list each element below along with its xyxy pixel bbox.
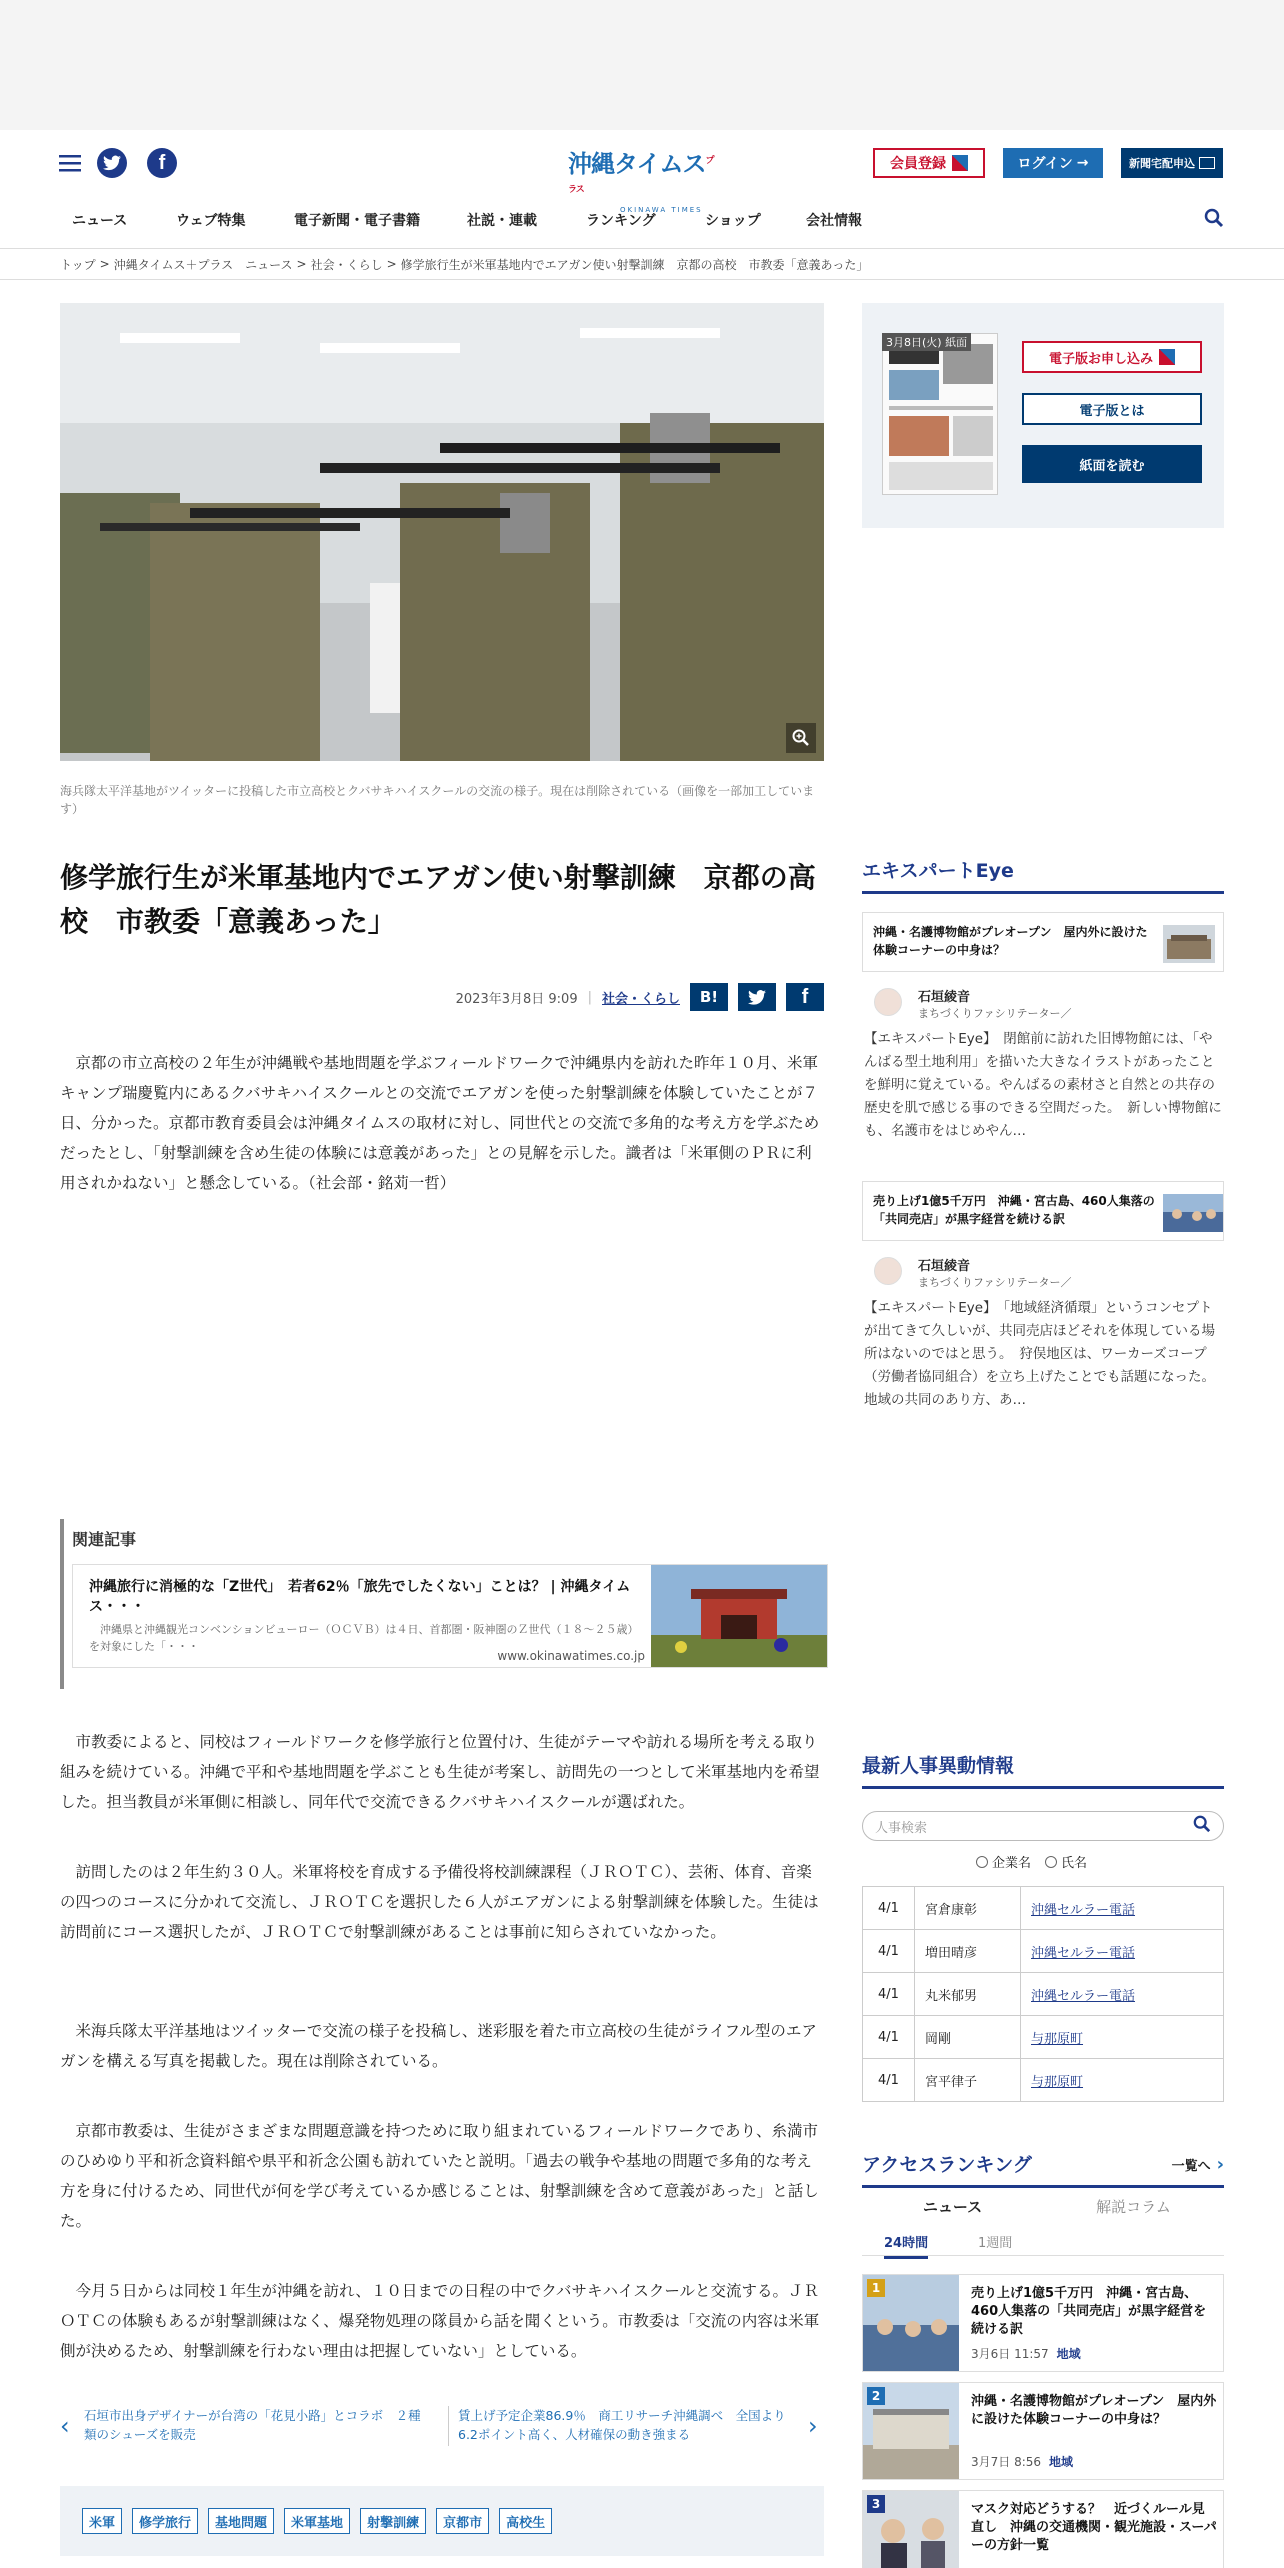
facebook-share-button[interactable]: f bbox=[786, 983, 824, 1011]
expert-card-1[interactable] bbox=[862, 912, 1224, 1143]
tag-item[interactable]: 基地問題 bbox=[208, 2508, 274, 2534]
tag-item[interactable]: 高校生 bbox=[499, 2508, 552, 2534]
article-prev-next bbox=[60, 2400, 824, 2456]
personnel-search-input[interactable] bbox=[862, 1811, 1224, 1841]
personnel-name: 岡剛 bbox=[915, 2016, 1021, 2059]
related-articles bbox=[60, 1519, 824, 1689]
personnel-radio-group bbox=[976, 1852, 1087, 1871]
ranking-title: 沖縄・名護博物館がプレオープン 屋内外に設けた体験コーナーの中身は？ bbox=[971, 2394, 1217, 2427]
radio-company[interactable] bbox=[976, 1852, 1031, 1871]
ranking-category[interactable]: 地域 bbox=[1049, 2455, 1074, 2469]
prev-chevron-icon[interactable]: ‹ bbox=[60, 2412, 70, 2440]
ranking-category[interactable]: 地域 bbox=[1056, 2347, 1081, 2361]
prev-article-link[interactable]: 石垣市出身デザイナーが台湾の「花見小路」とコラボ ２種類のシューズを販売 bbox=[84, 2408, 421, 2442]
digital-about-button[interactable]: 電子版とは bbox=[1022, 393, 1202, 425]
breadcrumb-current: 修学旅行生が米軍基地内でエアガン使い射撃訓練 京都の高校 市教委「意義あった」 bbox=[400, 257, 869, 272]
breadcrumb-sep: > bbox=[386, 257, 397, 271]
logo-text: 沖縄タイムス bbox=[568, 150, 706, 178]
personnel-place-link[interactable]: 沖縄セルラー電話 bbox=[1021, 1930, 1224, 1973]
personnel-date: 4/1 bbox=[863, 1930, 915, 1973]
personnel-name: 増田晴彦 bbox=[915, 1930, 1021, 1973]
facebook-icon[interactable]: f bbox=[147, 148, 177, 178]
digital-apply-button[interactable] bbox=[1022, 341, 1202, 373]
personnel-place-link[interactable]: 与那原町 bbox=[1021, 2059, 1224, 2102]
expert-excerpt: 【エキスパートEye】 閉館前に訪れた旧博物館には、「やんばる型土地利用」を描いた大きなイラストがあったことを鮮明に覚えている。やんばるの素材さと自然との共存の歴史を肌で感じる事のできる空間だった。 新しい博物館にも、名護市をはじめやん… bbox=[864, 1031, 1222, 1139]
tag-item[interactable]: 米軍基地 bbox=[284, 2508, 350, 2534]
article-tags bbox=[60, 2486, 824, 2556]
expert-thumbnail bbox=[1163, 1194, 1215, 1232]
author-role: まちづくりファシリテーター／ bbox=[918, 1007, 1072, 1020]
read-paper-button[interactable]: 紙面を読む bbox=[1022, 445, 1202, 483]
table-row bbox=[863, 1930, 1224, 1973]
breadcrumb-sep: > bbox=[296, 257, 307, 271]
ranking-item-2[interactable] bbox=[862, 2382, 1224, 2480]
article-paragraph-1: 市教委によると、同校はフィールドワークを修学旅行と位置付け、生徒がテーマや訪れる場所を考える取り組みを続けている。沖縄で平和や基地問題を学ぶことも生徒が考案し、訪問先の一つとして米軍基地内を希望した。担当教員が米軍側に相談し、同年代で交流できるクバサキハイスクールが選ばれた。 bbox=[60, 1733, 820, 1811]
radio-circle-icon bbox=[1045, 1856, 1057, 1868]
next-article-link[interactable]: 賃上げ予定企業86.9％ 商工リサーチ沖縄調べ 全国より6.2ポイント高く、人材確保の動き強まる bbox=[458, 2408, 786, 2442]
nav-company[interactable]: 会社情報 bbox=[806, 213, 862, 229]
article-category-link[interactable]: 社会・くらし bbox=[601, 991, 680, 1007]
expert-card-header[interactable] bbox=[862, 1181, 1224, 1241]
radio-circle-icon bbox=[976, 1856, 988, 1868]
tag-item[interactable]: 京都市 bbox=[436, 2508, 489, 2534]
tag-item[interactable]: 修学旅行 bbox=[132, 2508, 198, 2534]
login-arrow-icon: → bbox=[1076, 155, 1089, 171]
radio-company-label: 企業名 bbox=[992, 1856, 1032, 1871]
register-label: 会員登録 bbox=[890, 156, 946, 172]
ranking-number-badge: 1 bbox=[867, 2279, 885, 2297]
personnel-place-link[interactable]: 沖縄セルラー電話 bbox=[1021, 1887, 1224, 1930]
nav-e-paper[interactable]: 電子新聞・電子書籍 bbox=[294, 213, 420, 229]
ranking-item-3[interactable] bbox=[862, 2490, 1224, 2568]
personnel-table bbox=[862, 1886, 1224, 2102]
expert-card-header[interactable] bbox=[862, 912, 1224, 972]
paper-thumbnail[interactable] bbox=[882, 333, 998, 495]
personnel-date: 4/1 bbox=[863, 1973, 915, 2016]
main-nav bbox=[40, 208, 1240, 232]
ranking-title: アクセスランキング bbox=[862, 2154, 1032, 2176]
personnel-place-link[interactable]: 沖縄セルラー電話 bbox=[1021, 1973, 1224, 2016]
article-paragraph-4: 京都市教委は、生徒がさまざまな問題意識を持つために取り組まれているフィールドワークであり、糸満市のひめゆり平和祈念資料館や県平和祈念公園も訪れていたと説明。「過去の戦争や基地の問題で多角的な考え方を身に付けるため、同世代が何を学び考えているか感じることは、射撃訓練を含めて意義があった」と話した。 bbox=[60, 2122, 819, 2230]
personnel-date: 4/1 bbox=[863, 2059, 915, 2102]
register-button[interactable] bbox=[873, 148, 985, 178]
breadcrumb-category[interactable]: 社会・くらし bbox=[310, 257, 383, 272]
register-icon bbox=[952, 155, 968, 171]
nav-editorials[interactable]: 社説・連載 bbox=[467, 213, 537, 229]
paper-subscribe-label: 新聞宅配申込 bbox=[1129, 157, 1195, 170]
period-1week[interactable]: 1週間 bbox=[978, 2236, 1013, 2251]
nav-shop[interactable]: ショップ bbox=[705, 213, 761, 229]
login-label: ログイン bbox=[1017, 156, 1073, 172]
personnel-name: 丸米郁男 bbox=[915, 1973, 1021, 2016]
related-card-domain: www.okinawatimes.co.jp bbox=[497, 1649, 645, 1663]
ranking-title: マスク対応どうする？ 近づくルール見直し 沖縄の交通機関・観光施設・スーパーの方針一覧 bbox=[971, 2502, 1217, 2553]
breadcrumb bbox=[0, 248, 1284, 280]
zoom-icon[interactable] bbox=[786, 723, 816, 753]
author-name: 石垣綾音 bbox=[918, 1259, 971, 1274]
ranking-date: 3月6日 11:57 bbox=[971, 2347, 1049, 2361]
ranking-item-1[interactable] bbox=[862, 2274, 1224, 2372]
ranking-number-badge: 3 bbox=[867, 2495, 885, 2513]
breadcrumb-news[interactable]: 沖縄タイムス＋プラス ニュース bbox=[113, 257, 293, 272]
e-paper-box bbox=[862, 303, 1224, 528]
ranking-meta bbox=[971, 2345, 1081, 2362]
ranking-more-label: 一覧へ bbox=[1171, 2159, 1211, 2174]
login-button[interactable] bbox=[1003, 148, 1103, 178]
personnel-name: 宮平律子 bbox=[915, 2059, 1021, 2102]
ad-banner-area bbox=[0, 0, 1284, 130]
personnel-date: 4/1 bbox=[863, 2016, 915, 2059]
photo-caption: 海兵隊太平洋基地がツイッターに投稿した市立高校とクバサキハイスクールの交流の様子。現在は削除されている（画像を一部加工しています） bbox=[60, 784, 815, 816]
nav-news[interactable]: ニュース bbox=[72, 213, 128, 229]
chevron-right-icon: › bbox=[1216, 2154, 1224, 2175]
search-icon[interactable] bbox=[1204, 208, 1224, 232]
ranking-tabs bbox=[862, 2196, 1224, 2222]
twitter-share-button[interactable] bbox=[738, 983, 776, 1011]
logo-plus: プラス bbox=[568, 156, 714, 195]
personnel-search-placeholder: 人事検索 bbox=[875, 1820, 928, 1836]
ranking-date: 3月7日 8:56 bbox=[971, 2455, 1042, 2469]
tag-item[interactable]: 米軍 bbox=[82, 2508, 122, 2534]
digital-apply-label: 電子版お申し込み bbox=[1048, 351, 1153, 367]
prev-next-divider bbox=[448, 2406, 449, 2446]
ranking-number-badge: 2 bbox=[867, 2387, 885, 2405]
paper-subscribe-button[interactable] bbox=[1121, 148, 1223, 178]
article-photo[interactable] bbox=[60, 303, 824, 761]
article-paragraph-3: 米海兵隊太平洋基地はツイッターで交流の様子を投稿し、迷彩服を着た市立高校の生徒がライフル型のエアガンを構える写真を掲載した。現在は削除されている。 bbox=[60, 2022, 817, 2070]
article-title: 修学旅行生が米軍基地内でエアガン使い射撃訓練 京都の高校 市教委「意義あった」 bbox=[60, 861, 816, 938]
paper-date-label: 3月8日(火) 紙面 bbox=[882, 333, 971, 351]
breadcrumb-sep: > bbox=[99, 257, 110, 271]
breadcrumb-top[interactable]: トップ bbox=[60, 257, 96, 272]
ranking-heading bbox=[862, 2150, 1224, 2188]
tab-news[interactable]: ニュース bbox=[922, 2198, 983, 2216]
logo-subtext: OKINAWA TIMES bbox=[620, 206, 703, 214]
expert-author bbox=[862, 972, 1224, 1022]
article-date: 2023年3月8日 9:09 bbox=[455, 991, 578, 1007]
expert-article-title: 売り上げ1億5千万円 沖縄・宮古島、460人集落の「共同売店」が黒字経営を続ける訳 bbox=[873, 1194, 1155, 1226]
ranking-more-link[interactable] bbox=[1172, 2154, 1224, 2175]
article-paragraph-2: 訪問したのは２年生約３０人。米軍将校を育成する予備役将校訓練課程（ＪＲＯＴＣ）、芸術、体育、音楽の四つのコースに分かれて交流し、ＪＲＯＴＣを選択した６人がエアガンによる射撃訓練を体験した。生徒は訪問前にコース選択したが、ＪＲＯＴＣで射撃訓練があることは事前に知らされていなかった。 bbox=[60, 1863, 819, 1941]
article-paragraph-5: 今月５日からは同校１年生が沖縄を訪れ、１０日までの日程の中でクバサキハイスクールと交流する。ＪＲＯＴＣの体験もあるが射撃訓練はなく、爆発物処理の隊員から話を聞くという。市教委は「交流の内容は米軍側が決めるため、射撃訓練を行わない理由は把握していない」としている。 bbox=[60, 2282, 820, 2360]
nav-ranking[interactable]: ランキング bbox=[586, 213, 656, 229]
expert-card-2[interactable] bbox=[862, 1181, 1224, 1412]
next-chevron-icon[interactable]: › bbox=[808, 2412, 818, 2440]
twitter-icon[interactable] bbox=[97, 148, 127, 178]
expert-author bbox=[862, 1241, 1224, 1291]
tag-item[interactable]: 射撃訓練 bbox=[360, 2508, 426, 2534]
author-avatar bbox=[874, 988, 902, 1016]
period-24h[interactable]: 24時間 bbox=[884, 2232, 928, 2259]
article-lead: 京都の市立高校の２年生が沖縄戦や基地問題を学ぶフィールドワークで沖縄県内を訪れた昨年１０月、米軍キャンプ瑞慶覧内にあるクバサキハイスクールとの交流でエアガンを使った射撃訓練を体験していたことが７日、分かった。京都市教育委員会は沖縄タイムスの取材に対し、同世代との交流で多角的な考え方を学ぶためだったとし、「射撃訓練を含め生徒の体験には意義があった」との見解を示した。識者は「米軍側のＰＲに利用されかねない」と懸念している。（社会部・銘苅一哲） bbox=[60, 1054, 820, 1192]
personnel-name: 宮倉康彰 bbox=[915, 1887, 1021, 1930]
ranking-meta bbox=[971, 2453, 1073, 2470]
nav-web-features[interactable]: ウェブ特集 bbox=[176, 213, 246, 229]
site-logo[interactable] bbox=[568, 148, 718, 214]
article-meta bbox=[420, 983, 824, 1011]
author-name: 石垣綾音 bbox=[918, 990, 971, 1005]
search-icon[interactable] bbox=[1193, 1815, 1211, 1837]
ranking-title: 売り上げ1億5千万円 沖縄・宮古島、460人集落の「共同売店」が黒字経営を続ける訳 bbox=[971, 2286, 1207, 2337]
personnel-place-link[interactable]: 与那原町 bbox=[1021, 2016, 1224, 2059]
expert-eye-heading: エキスパートEye bbox=[862, 856, 1224, 894]
register-icon bbox=[1159, 349, 1175, 365]
table-row bbox=[863, 1887, 1224, 1930]
expert-excerpt: 【エキスパートEye】 「地域経済循環」というコンセプトが出てきて久しいが、共同売店ほどそれを体現している場所はないのではと思う。 狩俣地区は、ワーカーズコープ（労働者協同組合）を立ち上げたことでも話題になった。 地域の共同のあり方、あ… bbox=[864, 1300, 1222, 1408]
related-card[interactable] bbox=[72, 1564, 828, 1668]
tab-column[interactable]: 解説コラム bbox=[1096, 2198, 1171, 2216]
author-role: まちづくりファシリテーター／ bbox=[918, 1276, 1072, 1289]
expert-thumbnail bbox=[1163, 925, 1215, 963]
related-heading: 関連記事 bbox=[72, 1530, 137, 1549]
personnel-date: 4/1 bbox=[863, 1887, 915, 1930]
table-row bbox=[863, 2016, 1224, 2059]
related-card-thumbnail bbox=[651, 1565, 827, 1667]
expert-article-title: 沖縄・名護博物館がプレオープン 屋内外に設けた体験コーナーの中身は？ bbox=[873, 925, 1148, 957]
radio-name[interactable] bbox=[1045, 1852, 1087, 1871]
newspaper-icon bbox=[1199, 157, 1215, 169]
ranking-periods bbox=[862, 2226, 1224, 2256]
hatena-bookmark-button[interactable]: B! bbox=[690, 983, 728, 1011]
table-row bbox=[863, 2059, 1224, 2102]
related-card-desc: 沖縄県と沖縄観光コンベンションビューロー（ＯＣＶＢ）は４日、首都圏・阪神圏のＺ世代（１８～２５歳）を対象にした「・・・ bbox=[89, 1623, 639, 1653]
table-row bbox=[863, 1973, 1224, 2016]
author-avatar bbox=[874, 1257, 902, 1285]
meta-divider: | bbox=[587, 989, 592, 1005]
related-card-title: 沖縄旅行に消極的な「Z世代」 若者62％「旅先でしたくない」ことは？ | 沖縄タイムス・・・ bbox=[89, 1579, 631, 1615]
hamburger-menu-icon[interactable] bbox=[56, 150, 84, 176]
radio-name-label: 氏名 bbox=[1061, 1856, 1088, 1871]
personnel-heading: 最新人事異動情報 bbox=[862, 1751, 1224, 1789]
